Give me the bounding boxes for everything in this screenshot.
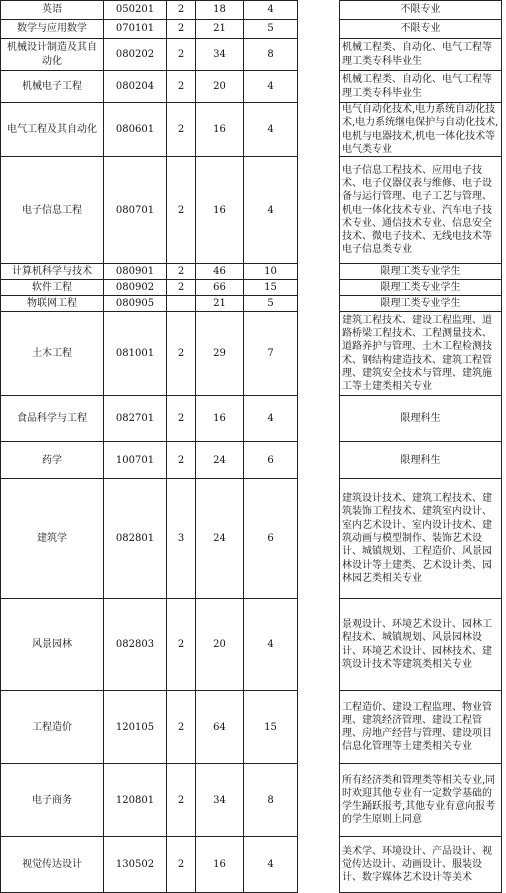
study-years-cell: 3 xyxy=(167,479,196,599)
major-code-cell: 081001 xyxy=(104,312,167,396)
major-code-cell: 080902 xyxy=(104,280,167,296)
credits-cell: 15 xyxy=(244,691,298,764)
column-gap xyxy=(298,442,340,479)
major-name-cell: 机械电子工程 xyxy=(1,71,104,103)
study-years-cell: 2 xyxy=(167,157,196,264)
table-row xyxy=(1,764,502,837)
column-gap xyxy=(298,764,340,837)
major-name-cell: 数学与应用数学 xyxy=(1,20,104,39)
study-years-cell: 2 xyxy=(167,103,196,157)
credits-cell: 8 xyxy=(244,39,298,71)
table-row xyxy=(1,837,502,893)
column-gap xyxy=(298,20,340,39)
table-row xyxy=(1,312,502,396)
major-name-cell: 风景园林 xyxy=(1,599,104,691)
table-row xyxy=(1,20,502,39)
enrollment-quota-cell: 34 xyxy=(196,764,244,837)
requirement-cell: 景观设计、环境艺术设计、园林工程技术、城镇规划、风景园林设计、环境艺术设计、园林技术、建筑设计技术等建筑类相关专业 xyxy=(340,599,502,691)
major-code-cell: 082801 xyxy=(104,479,167,599)
study-years-cell: 2 xyxy=(167,264,196,280)
major-name-cell: 机械设计制造及其自动化 xyxy=(1,39,104,71)
major-code-cell: 120801 xyxy=(104,764,167,837)
enrollment-quota-cell: 24 xyxy=(196,442,244,479)
enrollment-quota-cell: 20 xyxy=(196,71,244,103)
requirement-cell: 工程造价、建设工程监理、物业管理、建筑经济管理、建设工程管理、房地产经营与管理、建设项目信息化管理等土建类相关专业 xyxy=(340,691,502,764)
column-gap xyxy=(298,39,340,71)
major-code-cell: 082701 xyxy=(104,396,167,442)
study-years-cell: 2 xyxy=(167,599,196,691)
column-gap xyxy=(298,103,340,157)
table-row xyxy=(1,157,502,264)
major-name-cell: 视觉传达设计 xyxy=(1,837,104,893)
table-row xyxy=(1,442,502,479)
requirement-cell: 限理科生 xyxy=(340,442,502,479)
requirement-cell: 限理工类专业学生 xyxy=(340,264,502,280)
study-years-cell xyxy=(167,296,196,312)
major-code-cell: 080701 xyxy=(104,157,167,264)
column-gap xyxy=(298,157,340,264)
credits-cell: 6 xyxy=(244,442,298,479)
column-gap xyxy=(298,396,340,442)
major-code-cell: 080202 xyxy=(104,39,167,71)
enrollment-quota-cell: 20 xyxy=(196,599,244,691)
table-row xyxy=(1,296,502,312)
column-gap xyxy=(298,837,340,893)
major-code-cell: 080901 xyxy=(104,264,167,280)
major-name-cell: 工程造价 xyxy=(1,691,104,764)
credits-cell: 4 xyxy=(244,396,298,442)
major-name-cell: 电子信息工程 xyxy=(1,157,104,264)
credits-cell: 4 xyxy=(244,837,298,893)
enrollment-quota-cell: 16 xyxy=(196,837,244,893)
column-gap xyxy=(298,599,340,691)
credits-cell: 4 xyxy=(244,1,298,20)
credits-cell: 15 xyxy=(244,280,298,296)
column-gap xyxy=(298,280,340,296)
major-code-cell: 100701 xyxy=(104,442,167,479)
credits-cell: 5 xyxy=(244,296,298,312)
major-name-cell: 电子商务 xyxy=(1,764,104,837)
table-row xyxy=(1,396,502,442)
table-row xyxy=(1,479,502,599)
requirement-cell: 机械工程类、自动化、电气工程等理工类专科毕业生 xyxy=(340,39,502,71)
enrollment-quota-cell: 16 xyxy=(196,396,244,442)
major-name-cell: 土木工程 xyxy=(1,312,104,396)
study-years-cell: 2 xyxy=(167,837,196,893)
requirement-cell: 所有经济类和管理类等相关专业,同时欢迎其他专业有一定数学基础的学生踊跃报考,其他专业有意向报考的学生原则上同意 xyxy=(340,764,502,837)
table-row xyxy=(1,1,502,20)
table-row xyxy=(1,599,502,691)
requirement-cell: 机械工程类、自动化、电气工程等理工类专科毕业生 xyxy=(340,71,502,103)
requirement-cell: 限理工类专业学生 xyxy=(340,280,502,296)
column-gap xyxy=(298,296,340,312)
requirement-cell: 不限专业 xyxy=(340,20,502,39)
study-years-cell: 2 xyxy=(167,71,196,103)
major-name-cell: 电气工程及其自动化 xyxy=(1,103,104,157)
enrollment-quota-cell: 64 xyxy=(196,691,244,764)
major-code-cell: 050201 xyxy=(104,1,167,20)
study-years-cell: 2 xyxy=(167,20,196,39)
study-years-cell: 2 xyxy=(167,442,196,479)
credits-cell: 4 xyxy=(244,71,298,103)
credits-cell: 6 xyxy=(244,479,298,599)
major-name-cell: 计算机科学与技术 xyxy=(1,264,104,280)
study-years-cell: 2 xyxy=(167,39,196,71)
study-years-cell: 2 xyxy=(167,280,196,296)
enrollment-quota-cell: 18 xyxy=(196,1,244,20)
major-code-cell: 130502 xyxy=(104,837,167,893)
study-years-cell: 2 xyxy=(167,312,196,396)
major-name-cell: 食品科学与工程 xyxy=(1,396,104,442)
major-name-cell: 英语 xyxy=(1,1,104,20)
table-row xyxy=(1,39,502,71)
enrollment-quota-cell: 21 xyxy=(196,296,244,312)
enrollment-quota-cell: 21 xyxy=(196,20,244,39)
table-row xyxy=(1,71,502,103)
study-years-cell: 2 xyxy=(167,691,196,764)
enrollment-quota-cell: 24 xyxy=(196,479,244,599)
table-row xyxy=(1,280,502,296)
major-name-cell: 物联网工程 xyxy=(1,296,104,312)
major-name-cell: 建筑学 xyxy=(1,479,104,599)
table-row xyxy=(1,103,502,157)
column-gap xyxy=(298,71,340,103)
enrollment-quota-cell: 29 xyxy=(196,312,244,396)
credits-cell: 4 xyxy=(244,599,298,691)
enrollment-quota-cell: 16 xyxy=(196,103,244,157)
major-name-cell: 软件工程 xyxy=(1,280,104,296)
enrollment-quota-cell: 34 xyxy=(196,39,244,71)
major-code-cell: 120105 xyxy=(104,691,167,764)
credits-cell: 4 xyxy=(244,157,298,264)
requirement-cell: 限理工类专业学生 xyxy=(340,296,502,312)
requirement-cell: 电气自动化技术,电力系统自动化技术,电力系统继电保护与自动化技术,电机与电器技术,机电一体化技术等电气类专业 xyxy=(340,103,502,157)
major-code-cell: 080905 xyxy=(104,296,167,312)
column-gap xyxy=(298,1,340,20)
requirement-cell: 建筑工程技术、建设工程监理、道路桥梁工程技术、工程测量技术、道路养护与管理、土木工程检测技术、钢结构建造技术、建筑工程管理、建筑安全技术与管理、建筑施工等土建类相关专业 xyxy=(340,312,502,396)
column-gap xyxy=(298,691,340,764)
major-code-cell: 080601 xyxy=(104,103,167,157)
study-years-cell: 2 xyxy=(167,396,196,442)
column-gap xyxy=(298,479,340,599)
requirement-cell: 电子信息工程技术、应用电子技术、电子仪器仪表与维修、电子设备与运行管理、电子工艺与管理、机电一体化技术专业、汽车电子技术专业、通信技术专业、信息安全技术、微电子技术、无线电技术等电子信息类专业 xyxy=(340,157,502,264)
major-code-cell: 070101 xyxy=(104,20,167,39)
enrollment-quota-cell: 16 xyxy=(196,157,244,264)
enrollment-quota-cell: 46 xyxy=(196,264,244,280)
requirement-cell: 限理科生 xyxy=(340,396,502,442)
major-name-cell: 药学 xyxy=(1,442,104,479)
major-code-cell: 080204 xyxy=(104,71,167,103)
credits-cell: 7 xyxy=(244,312,298,396)
requirement-cell: 美术学、环境设计、产品设计、视觉传达设计、动画设计、服装设计、数字媒体艺术设计等美术 xyxy=(340,837,502,893)
major-code-cell: 082803 xyxy=(104,599,167,691)
column-gap xyxy=(298,264,340,280)
requirement-cell: 建筑设计技术、建筑工程技术、建筑装饰工程技术、建筑室内设计、室内艺术设计、室内设计技术、建筑动画与模型制作、装饰艺术设计、城镇规划、工程造价、风景园林设计等土建类、艺术设计类、园林园艺类相关专业 xyxy=(340,479,502,599)
credits-cell: 8 xyxy=(244,764,298,837)
credits-cell: 4 xyxy=(244,103,298,157)
column-gap xyxy=(298,312,340,396)
enrollment-quota-cell: 66 xyxy=(196,280,244,296)
study-years-cell: 2 xyxy=(167,764,196,837)
credits-cell: 5 xyxy=(244,20,298,39)
table-row xyxy=(1,264,502,280)
majors-table-body xyxy=(1,1,502,893)
study-years-cell: 2 xyxy=(167,1,196,20)
requirement-cell: 不限专业 xyxy=(340,1,502,20)
table-row xyxy=(1,691,502,764)
credits-cell: 10 xyxy=(244,264,298,280)
